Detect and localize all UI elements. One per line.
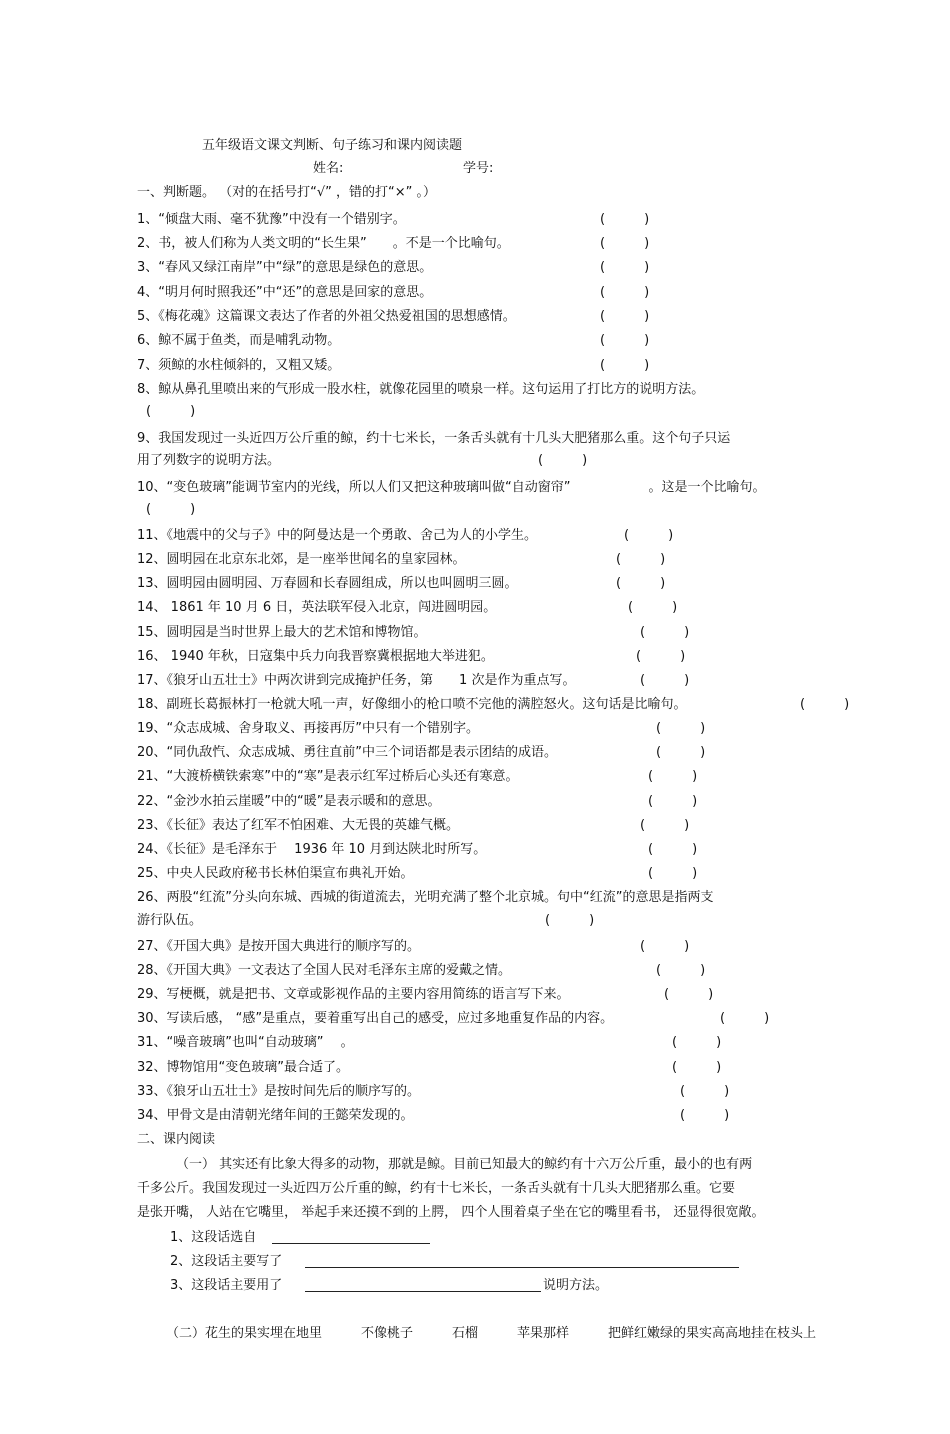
answer-paren: ( ) <box>600 285 650 300</box>
passage-1-line: （一） 其实还有比象大得多的动物，那就是鲸。目前已知最大的鲸约有十六万公斤重，最小的也有两 <box>176 1157 753 1172</box>
answer-paren: ( ) <box>146 502 196 517</box>
question-text: 5、《梅花魂》这篇课文表达了作者的外祖父热爱祖国的思想感情。 <box>137 309 516 324</box>
question-text: 33、《狼牙山五壮士》是按时间先后的顺序写的。 <box>137 1084 421 1099</box>
answer-paren: ( ) <box>720 1011 770 1026</box>
answer-paren: ( ) <box>648 769 698 784</box>
answer-paren: ( ) <box>656 963 706 978</box>
question-text: 16、 1940 年秋，日寇集中兵力向我晋察冀根据地大举进犯。 <box>137 649 494 664</box>
question-text: 8、鲸从鼻孔里喷出来的气形成一股水柱，就像花园里的喷泉一样。这句运用了打比方的说明方法。 <box>137 382 705 397</box>
question-text: 30、写读后感， “感”是重点，要着重写出自己的感受，应过多地重复作品的内容。 <box>137 1011 614 1026</box>
page-title: 五年级语文课文判断、句子练习和课内阅读题 <box>202 138 463 153</box>
answer-blank[interactable] <box>272 1243 430 1244</box>
question-text-continued: 游行队伍。 <box>137 913 203 928</box>
question-text: 1、“倾盘大雨、毫不犹豫”中没有一个错别字。 <box>137 212 406 227</box>
question-text: 34、甲骨文是由清朝光绪年间的王懿荣发现的。 <box>137 1108 414 1123</box>
question-text: 28、《开国大典》一文表达了全国人民对毛泽东主席的爱戴之情。 <box>137 963 512 978</box>
answer-paren: ( ) <box>616 576 666 591</box>
question-text: 13、圆明园由圆明园、万春圆和长春圆组成，所以也叫圆明三圆。 <box>137 576 518 591</box>
question-text: 7、须鲸的水柱倾斜的，又粗又矮。 <box>137 358 341 373</box>
reading-question-2: 2、这段话主要写了 <box>170 1254 283 1269</box>
question-text: 6、鲸不属于鱼类，而是哺乳动物。 <box>137 333 341 348</box>
question-text: 4、“明月何时照我还”中“还”的意思是回家的意思。 <box>137 285 433 300</box>
question-text: 22、“金沙水拍云崖暖”中的“暖”是表示暖和的意思。 <box>137 794 441 809</box>
answer-paren: ( ) <box>600 212 650 227</box>
answer-paren: ( ) <box>664 987 714 1002</box>
passage-1-line: 是张开嘴， 人站在它嘴里， 举起手来还摸不到的上腭， 四个人围着桌子坐在它的嘴里看书， 还显得很宽敞。 <box>137 1205 765 1220</box>
passage-1-line: 千多公斤。我国发现过一头近四万公斤重的鲸，约有十七米长，一条舌头就有十几头大肥猪那么重。它要 <box>137 1181 736 1196</box>
question-text: 12、圆明园在北京东北郊，是一座举世闻名的皇家园林。 <box>137 552 466 567</box>
question-text: 2、书，被人们称为人类文明的“长生果” 。不是一个比喻句。 <box>137 236 510 251</box>
answer-paren: ( ) <box>648 842 698 857</box>
answer-paren: ( ) <box>672 1060 722 1075</box>
answer-paren: ( ) <box>600 260 650 275</box>
answer-paren: ( ) <box>648 794 698 809</box>
student-number-label: 学号: <box>463 161 494 176</box>
question-text-continued: 用了列数字的说明方法。 <box>137 453 281 468</box>
section-2-heading: 二、课内阅读 <box>137 1132 216 1147</box>
answer-paren: ( ) <box>640 818 690 833</box>
question-text: 10、“变色玻璃”能调节室内的光线，所以人们又把这种玻璃叫做“自动窗帘” 。这是一个比喻句。 <box>137 480 766 495</box>
question-text: 15、圆明园是当时世界上最大的艺术馆和博物馆。 <box>137 625 427 640</box>
answer-paren: ( ) <box>624 528 674 543</box>
answer-blank[interactable] <box>305 1267 739 1268</box>
reading-question-1: 1、这段话选自 <box>170 1230 257 1245</box>
question-text: 26、两股“红流”分头向东城、西城的街道流去，光明充满了整个北京城。句中“红流”的意思是指两支 <box>137 890 714 905</box>
section-1-heading: 一、判断题。 （对的在括号打“√” ，错的打“×” 。） <box>137 185 437 200</box>
answer-paren: ( ) <box>636 649 686 664</box>
answer-paren: ( ) <box>600 333 650 348</box>
answer-paren: ( ) <box>600 309 650 324</box>
reading-question-3-suffix: 说明方法。 <box>543 1278 609 1293</box>
question-text: 25、中央人民政府秘书长林伯渠宣布典礼开始。 <box>137 866 414 881</box>
answer-paren: ( ) <box>640 939 690 954</box>
answer-paren: ( ) <box>648 866 698 881</box>
question-text: 27、《开国大典》是按开国大典进行的顺序写的。 <box>137 939 421 954</box>
answer-blank[interactable] <box>305 1291 541 1292</box>
answer-paren: ( ) <box>616 552 666 567</box>
answer-paren: ( ) <box>680 1084 730 1099</box>
question-text: 19、“众志成城、舍身取义、再接再厉”中只有一个错别字。 <box>137 721 480 736</box>
answer-paren: ( ) <box>656 721 706 736</box>
passage-2-line: （二）花生的果实埋在地里 不像桃子 石榴 苹果那样 把鲜红嫩绿的果实高高地挂在枝头上 <box>166 1326 817 1341</box>
answer-paren: ( ) <box>628 600 678 615</box>
question-text: 9、我国发现过一头近四万公斤重的鲸，约十七米长，一条舌头就有十几头大肥猪那么重。这个句子只运 <box>137 431 731 446</box>
question-text: 20、“同仇敌忾、众志成城、勇往直前”中三个词语都是表示团结的成语。 <box>137 745 558 760</box>
name-label: 姓名: <box>313 161 344 176</box>
question-text: 32、博物馆用“变色玻璃”最合适了。 <box>137 1060 350 1075</box>
answer-paren: ( ) <box>672 1035 722 1050</box>
question-text: 21、“大渡桥横铁索寒”中的“寒”是表示红军过桥后心头还有寒意。 <box>137 769 519 784</box>
question-text: 17、《狼牙山五壮士》中两次讲到完成掩护任务，第 1 次是作为重点写。 <box>137 673 576 688</box>
answer-paren: ( ) <box>600 236 650 251</box>
reading-question-3: 3、这段话主要用了 <box>170 1278 283 1293</box>
question-text: 11、《地震中的父与子》中的阿曼达是一个勇敢、舍己为人的小学生。 <box>137 528 538 543</box>
question-text: 23、《长征》表达了红军不怕困难、大无畏的英雄气概。 <box>137 818 460 833</box>
question-text: 3、“春风又绿江南岸”中“绿”的意思是绿色的意思。 <box>137 260 433 275</box>
question-text: 14、 1861 年 10 月 6 日，英法联军侵入北京，闯进圆明园。 <box>137 600 497 615</box>
answer-paren: ( ) <box>538 453 588 468</box>
answer-paren: ( ) <box>656 745 706 760</box>
answer-paren: ( ) <box>800 697 850 712</box>
question-text: 18、副班长葛振林打一枪就大吼一声，好像细小的枪口喷不完他的满腔怒火。这句话是比喻句。 <box>137 697 687 712</box>
answer-paren: ( ) <box>640 673 690 688</box>
question-text: 29、写梗概，就是把书、文章或影视作品的主要内容用简练的语言写下来。 <box>137 987 570 1002</box>
answer-paren: ( ) <box>680 1108 730 1123</box>
answer-paren: ( ) <box>146 404 196 419</box>
answer-paren: ( ) <box>640 625 690 640</box>
question-text: 31、“噪音玻璃”也叫“自动玻璃” 。 <box>137 1035 354 1050</box>
answer-paren: ( ) <box>545 913 595 928</box>
question-text: 24、《长征》是毛泽东于 1936 年 10 月到达陕北时所写。 <box>137 842 487 857</box>
answer-paren: ( ) <box>600 358 650 373</box>
